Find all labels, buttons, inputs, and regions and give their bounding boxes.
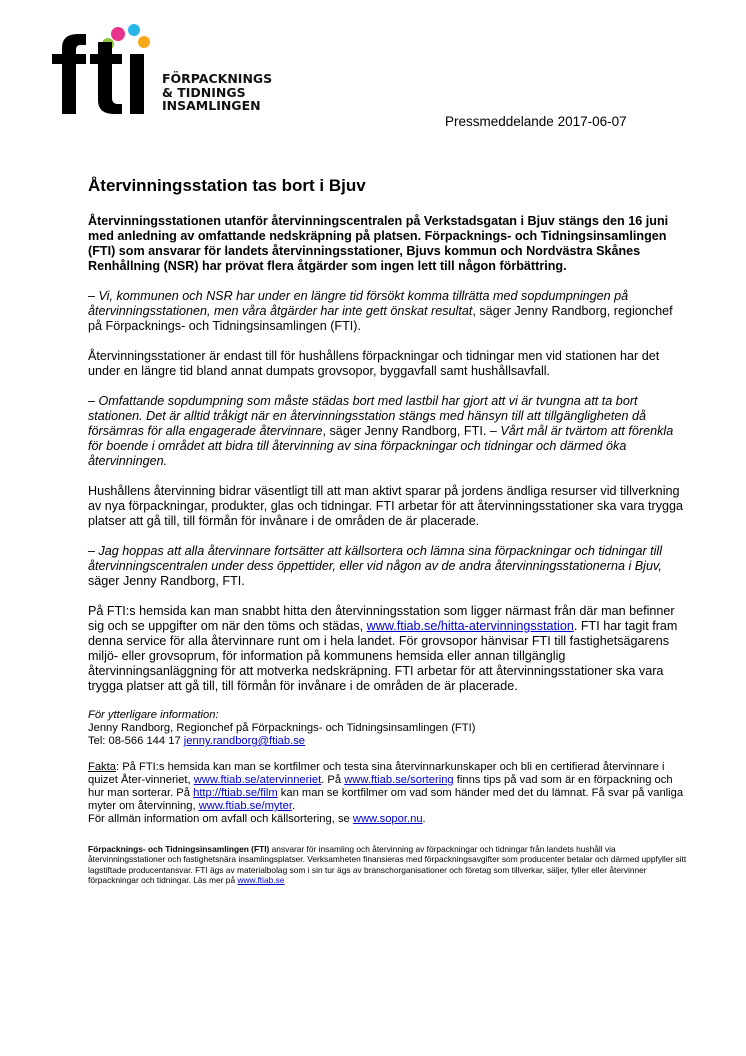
fakta-text: . [291,800,296,812]
body-text: . FTI har tagit fram denna service för alla återvinnare runt om i hela landet. För grovsopor hänvisar FTI till fastighetsägarens miljö- eller grovsoprum, för information på kommunens hemsida eller annan tillgänglig återvinningsanläggning för att motverka nedskräpning. FTI arbetar för att återvinningsstationer ska vara trygga platser att gå till, till förmån för invånare i de områden de är placerade. [88,619,678,693]
contact-tel-label: Tel: 08-566 144 17 [88,735,184,747]
fakta-text: kan man se kortfilmer om vad som händer med det du lämnat. Få svar på vanliga myter om återvinning, [88,787,684,812]
contact-info [88,709,688,748]
fakta-text: . [422,813,426,825]
footer-org-name: Förpacknings- och Tidningsinsamlingen (FTI) [88,844,270,854]
paragraph-2: Återvinningsstationer är endast till för hushållens förpackningar och tidningar men vid stationen har det under en längre tid bland annat dumpats grovsopor, byggavfall samt hushållsavfall. [88,349,660,378]
hitta-atervinningsstation-link[interactable]: www.ftiab.se/hitta-atervinningsstation [366,619,574,633]
sopor-link[interactable]: www.sopor.nu [352,813,423,825]
paragraph-1 [88,289,688,334]
press-release-date: Pressmeddelande 2017-06-07 [445,114,627,129]
fakta-text: . På [321,774,345,786]
contact-tel [88,735,688,748]
contact-heading: För ytterligare information: [88,709,219,721]
article-body [88,176,688,886]
fakta-text: finns tips på vad som är en förpackning och hur man sorterar. På [88,774,673,799]
logo-dot-blue [128,24,140,36]
logo-dot-pink [111,27,125,41]
body-text: På FTI:s hemsida kan man snabbt hitta den återvinningsstation som ligger närmast från där man befinner sig och se uppgifter om när den töms och städas, [88,604,675,633]
article-title: Återvinningsstation tas bort i Bjuv [88,176,366,195]
lead-paragraph: Återvinningsstationen utanför återvinningscentralen på Verkstadsgatan i Bjuv stängs den 16 juni med anledning av omfattande nedskräpning på platsen. Förpacknings- och Tidningsinsamlingen (FTI) som ansvarar för landets återvinningsstationer, Bjuvs kommun och Nordvästra Skånes Renhållning (NSR) har prövat flera åtgärder som ingen lett till någon förbättring. [88,214,669,273]
logo-wordmark [162,72,272,113]
footer-text: ansvarar för insamling och återvinning av förpackningar och tidningar från landets hushåll via återvinningsstationer och fastighetsnära insamlingsplatser. Verksamheten finansieras med förpackningsavgifter som producenter betalar och därmed uppfyller sitt lagstiftade producentansvar. FTI ägs av materialbolag som i sin tur ägs av branschorganisationer och företag som tillverkar, säljer, fyller eller återvinner förpackningar och tidningar. Läs mer på [88,844,687,886]
fakta-paragraph [88,761,688,813]
logo-line-3: INSAMLINGEN [162,98,261,113]
logo-letter-t [90,42,122,114]
fti-logo [48,22,288,122]
paragraph-5 [88,544,688,589]
paragraph-4: Hushållens återvinning bidrar väsentligt till att man aktivt sparar på jordens ändliga resurser vid tillverkning av nya förpackningar, produkter, glas och tidningar. FTI arbetar för att återvinningsstationer ska vara trygga platser att gå till, till förmån för invånare i de områden de är placerade. [88,484,684,528]
logo-line-2: & TIDNINGS [162,84,246,100]
myter-link[interactable]: www.ftiab.se/myter [198,800,292,812]
fakta-section [88,761,688,826]
contact-name: Jenny Randborg, Regionchef på Förpacknings- och Tidningsinsamlingen (FTI) [88,722,476,734]
quote-text: – Vi, kommunen och NSR har under en längre tid försökt komma tillrätta med sopdumpningen på återvinningsstationen, men våra åtgärder har inte gett önskat resultat [88,289,629,318]
attribution-text: , säger Jenny Randborg, FTI. [322,424,490,438]
fti-logo-mark [48,22,158,122]
sortering-link[interactable]: www.ftiab.se/sortering [344,774,454,786]
fakta-text: För allmän information om avfall och källsortering, se [88,813,353,825]
fakta-text: : På FTI:s hemsida kan man se kortfilmer och testa sina återvinnarkunskaper och bli en certifierad återvinnare i quizet Åter-vinneriet, [88,761,665,786]
attribution-text: , säger Jenny Randborg, regionchef på Förpacknings- och Tidningsinsamlingen (FTI). [88,304,673,333]
logo-letter-i [130,54,144,114]
attribution-text: säger Jenny Randborg, FTI. [88,574,245,588]
film-link[interactable]: http://ftiab.se/film [193,787,278,799]
contact-email-link[interactable]: jenny.randborg@ftiab.se [183,735,306,747]
paragraph-3 [88,394,688,469]
ftiab-link[interactable]: www.ftiab.se [237,875,285,886]
logo-dot-orange [138,36,150,48]
quote-text: – Omfattande sopdumpning som måste städas bort med lastbil har gjort att vi är tvungna att ta bort stationen. Det är alltid tråkigt när en återvinningsstation stängs med hänsyn till att tillgängligheten då försämras för alla engagerade återvinnare [88,394,646,438]
paragraph-6 [88,604,688,694]
logo-letter-f [52,34,86,114]
quote-text: – Vårt mål är tvärtom att förenkla för boende i området att bidra till återvinning av sina förpackningar och tidningar och därmed öka återvinningen. [88,424,674,468]
quote-text: – Jag hoppas att alla återvinnare fortsätter att källsortera och lämna sina förpackningar och tidningar till återvinningscentralen under dess öppettider, eller vid någon av de andra återvinningsstationerna i Bjuv, [88,544,663,573]
fakta-label: Fakta [88,761,116,773]
atervinneriet-link[interactable]: www.ftiab.se/atervinneriet [193,774,322,786]
footer-boilerplate [88,844,688,886]
logo-line-1: FÖRPACKNINGS [162,71,273,86]
fakta-sopor-line [88,813,688,826]
